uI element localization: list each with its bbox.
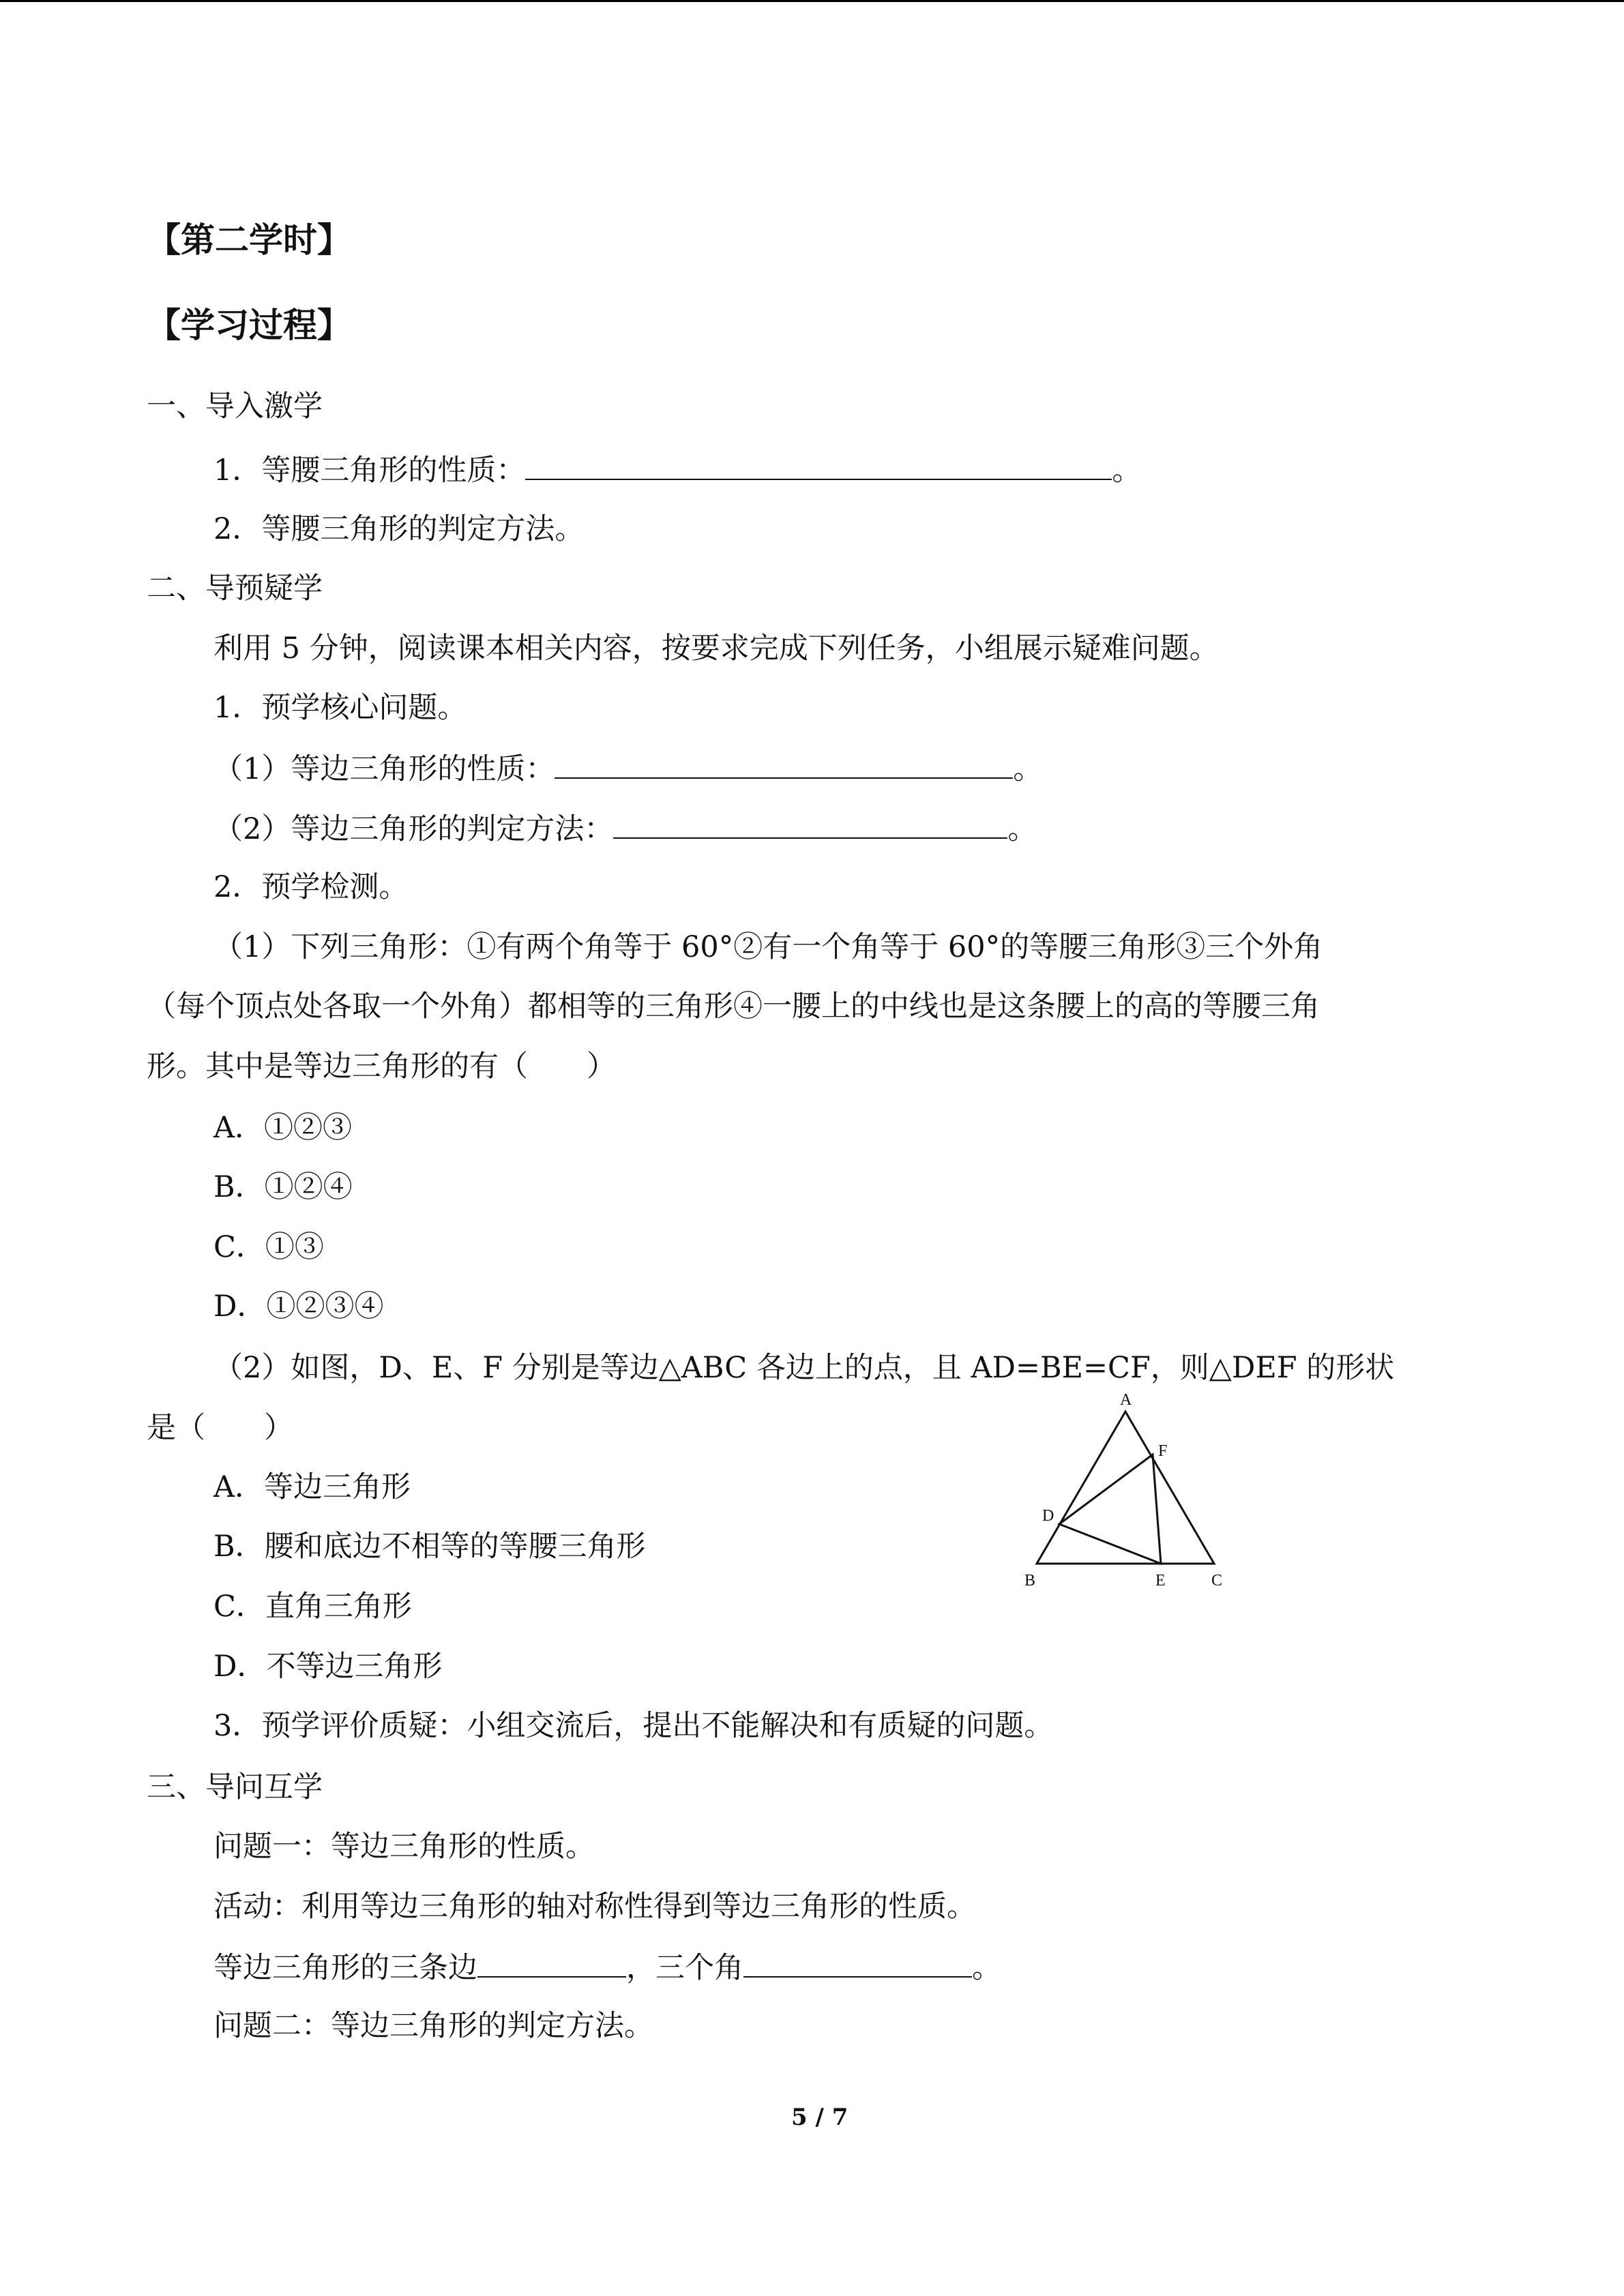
label-a: A bbox=[1120, 1391, 1132, 1409]
q1-option-d: D．①②③④ bbox=[213, 1289, 384, 1324]
activity: 活动：利用等边三角形的轴对称性得到等边三角形的性质。 bbox=[213, 1890, 976, 1924]
label-f: F bbox=[1158, 1442, 1168, 1460]
core2-text: （2）等边三角形的判定方法： bbox=[213, 812, 614, 846]
heading-process: 【学习过程】 bbox=[147, 305, 351, 345]
section1-item2: 2．等腰三角形的判定方法。 bbox=[213, 512, 585, 546]
core-question-1 bbox=[213, 750, 1042, 787]
core2-end: 。 bbox=[1007, 812, 1037, 846]
label-c: C bbox=[1211, 1572, 1223, 1590]
section3-title: 三、导问互学 bbox=[147, 1770, 323, 1804]
label-d: D bbox=[1042, 1507, 1054, 1525]
section2-title: 二、导预疑学 bbox=[147, 571, 323, 606]
section1-title: 一、导入激学 bbox=[147, 389, 323, 423]
property-fill bbox=[213, 1949, 1001, 1986]
section2-intro: 利用 5 分钟，阅读课本相关内容，按要求完成下列任务，小组展示疑难问题。 bbox=[213, 631, 1219, 666]
section1-item1 bbox=[213, 451, 1141, 488]
answer-blank[interactable] bbox=[525, 451, 1112, 480]
triangle-abc bbox=[1037, 1412, 1214, 1564]
answer-blank[interactable] bbox=[613, 810, 1007, 839]
label-b: B bbox=[1024, 1572, 1036, 1590]
core1-text: （1）等边三角形的性质： bbox=[213, 752, 555, 786]
q1-option-c: C．①③ bbox=[213, 1230, 324, 1264]
triangle-def bbox=[1059, 1455, 1161, 1564]
answer-blank-angles[interactable] bbox=[743, 1949, 972, 1978]
item1-end: 。 bbox=[1112, 453, 1142, 488]
q1-option-b: B．①②④ bbox=[213, 1170, 353, 1204]
problem1: 问题一：等边三角形的性质。 bbox=[213, 1830, 595, 1864]
problem2: 问题二：等边三角形的判定方法。 bbox=[213, 2009, 653, 2043]
core-question-heading: 1．预学核心问题。 bbox=[213, 691, 467, 725]
answer-blank[interactable] bbox=[555, 750, 1013, 779]
q2-line2: 是（ ） bbox=[147, 1411, 293, 1445]
q2-option-a: A．等边三角形 bbox=[213, 1470, 411, 1504]
q1-option-a: A．①②③ bbox=[213, 1111, 353, 1145]
q2-option-c: C．直角三角形 bbox=[213, 1590, 412, 1624]
fill-sides-text: 等边三角形的三条边 bbox=[213, 1951, 477, 1985]
page-number: 5 / 7 bbox=[791, 2104, 848, 2131]
q2-line1: （2）如图，D、E、F 分别是等边△ABC 各边上的点，且 AD=BE=CF，则△DEF 的形状 bbox=[213, 1351, 1395, 1385]
pre-check-heading: 2．预学检测。 bbox=[213, 870, 409, 904]
q1-line2: （每个顶点处各取一个外角）都相等的三角形④一腰上的中线也是这条腰上的高的等腰三角 bbox=[147, 989, 1320, 1024]
core-question-2 bbox=[213, 810, 1037, 847]
q1-line3: 形。其中是等边三角形的有（ ） bbox=[147, 1049, 616, 1084]
q2-option-b: B．腰和底边不相等的等腰三角形 bbox=[213, 1530, 646, 1564]
item1-text: 1．等腰三角形的性质： bbox=[213, 453, 526, 488]
fill-angles-text: ，三个角 bbox=[626, 1951, 743, 1985]
top-border bbox=[0, 0, 1624, 2]
heading-lesson: 【第二学时】 bbox=[147, 220, 351, 260]
triangle-figure bbox=[1016, 1388, 1241, 1592]
pre-eval: 3．预学评价质疑：小组交流后，提出不能解决和有质疑的问题。 bbox=[213, 1709, 1054, 1743]
label-e: E bbox=[1155, 1572, 1166, 1590]
q2-option-d: D．不等边三角形 bbox=[213, 1650, 443, 1684]
fill-end: 。 bbox=[972, 1951, 1001, 1985]
core1-end: 。 bbox=[1013, 752, 1043, 786]
answer-blank-sides[interactable] bbox=[477, 1949, 626, 1978]
q1-line1: （1）下列三角形：①有两个角等于 60°②有一个角等于 60°的等腰三角形③三个外角 bbox=[213, 930, 1323, 964]
